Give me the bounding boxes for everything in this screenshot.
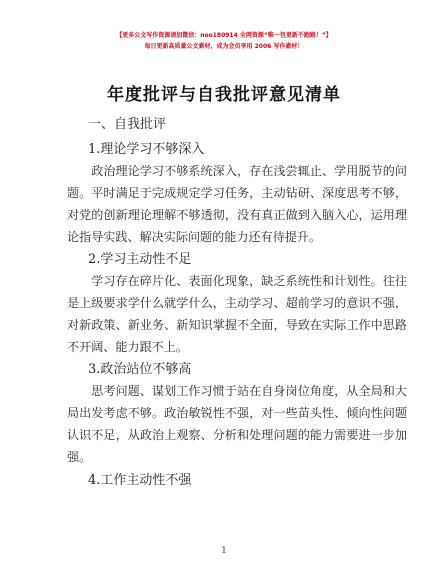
item-heading-1: 1.理论学习不够深入 xyxy=(88,142,205,157)
promo-banner-line2: 每日更新高质量公文素材，成为会员享用 2006 写作素材！ xyxy=(144,43,304,50)
section-heading-self-criticism: 一、自我批评 xyxy=(88,117,167,132)
item-heading-2: 2.学习主动性不足 xyxy=(88,252,192,267)
item-paragraph-3: 思考问题、谋划工作习惯于站在自身岗位角度，从全局和大局出发考虑不够。政治敏锐性不强，对一些苗头性、倾向性问题认识不足，从政治上观察、分析和处理问题的能力需要进一步加强。 xyxy=(67,384,407,464)
document-title: 年度批评与自我批评意见清单 xyxy=(107,85,341,105)
item-paragraph-1: 政治理论学习不够系统深入，存在浅尝辄止、学用脱节的问题。平时满足于完成规定学习任务，主动钻研、深度思考不够，对党的创新理论理解不够透彻，没有真正做到入脑入心，运用理论指导实践、解决实际问题的能力还有待提升。 xyxy=(67,164,407,244)
item-heading-4: 4.工作主动性不强 xyxy=(88,473,192,488)
item-heading-3: 3.政治站位不够高 xyxy=(88,362,192,377)
item-paragraph-2: 学习存在碎片化、表面化现象，缺乏系统性和计划性。往往是上级要求学什么就学什么，主动学习、超前学习的意识不强，对新政策、新业务、新知识掌握不全面，导致在实际工作中思路不开阔、能力跟不上。 xyxy=(67,274,407,354)
page-number: 1 xyxy=(221,546,227,556)
promo-banner xyxy=(0,30,448,52)
promo-banner-line1: 【更多公文写作资源请加微信：noo180914 全网资源“唯一包更新不跑路！”】 xyxy=(116,32,332,39)
